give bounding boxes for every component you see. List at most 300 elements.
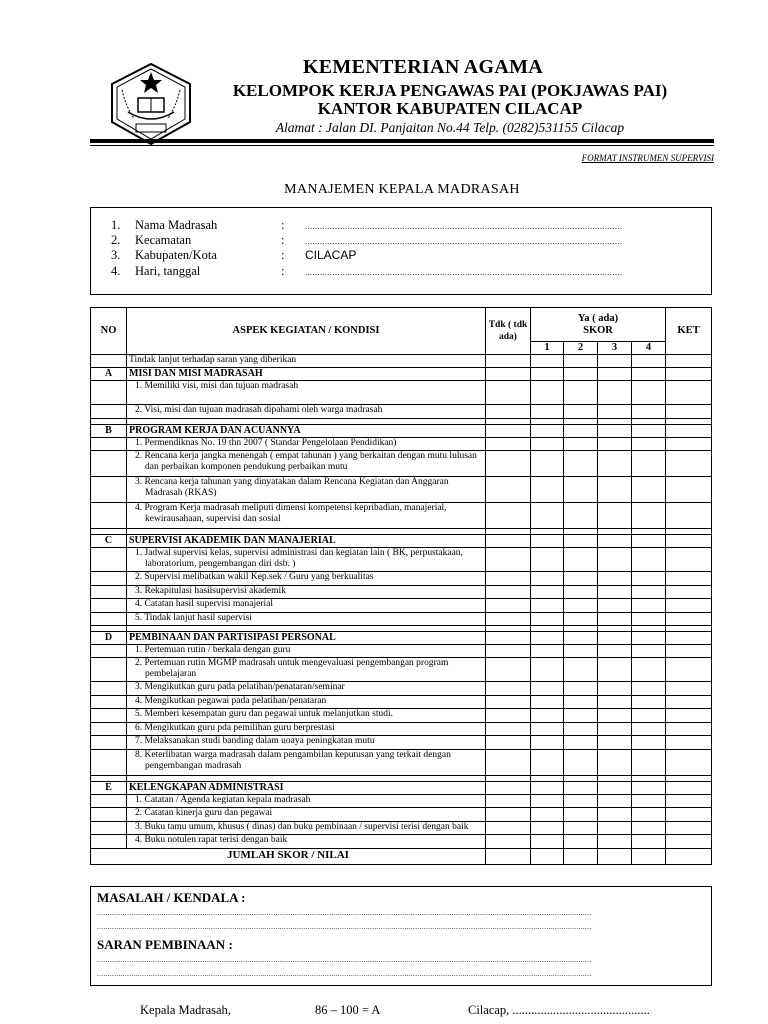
ket-cell[interactable] xyxy=(666,682,712,696)
score-cell[interactable] xyxy=(531,534,564,547)
table-row xyxy=(91,736,712,750)
score-cell[interactable] xyxy=(564,438,598,451)
identity-label: Hari, tanggal xyxy=(135,264,201,278)
score-cell[interactable] xyxy=(598,736,632,750)
header-score-4: 4 xyxy=(632,342,666,355)
ket-cell[interactable] xyxy=(666,808,712,822)
table-row xyxy=(91,722,712,736)
score-cell[interactable] xyxy=(486,547,531,572)
score-cell[interactable] xyxy=(531,476,564,502)
score-cell[interactable] xyxy=(531,749,564,775)
score-cell[interactable] xyxy=(564,572,598,586)
score-cell[interactable] xyxy=(632,709,666,723)
score-cell[interactable] xyxy=(531,736,564,750)
header-tdk: Tdk ( tdk ada) xyxy=(486,308,531,355)
score-cell[interactable] xyxy=(531,781,564,794)
score-cell[interactable] xyxy=(564,794,598,808)
score-cell[interactable] xyxy=(564,682,598,696)
score-cell[interactable] xyxy=(598,405,632,419)
table-row xyxy=(91,405,712,419)
table-row xyxy=(91,794,712,808)
table-row xyxy=(91,502,712,528)
score-cell[interactable] xyxy=(598,450,632,476)
score-cell[interactable] xyxy=(486,848,531,864)
score-cell[interactable] xyxy=(632,821,666,835)
ket-cell[interactable] xyxy=(666,425,712,438)
score-cell[interactable] xyxy=(598,722,632,736)
header-ya-skor xyxy=(531,308,666,342)
identity-fill-line[interactable]: ............................................................................................................................... xyxy=(305,237,623,246)
row-number: C xyxy=(91,534,127,547)
score-cell[interactable] xyxy=(632,794,666,808)
header-no: NO xyxy=(91,308,127,355)
ket-cell[interactable] xyxy=(666,632,712,645)
score-cell[interactable] xyxy=(598,438,632,451)
score-cell[interactable] xyxy=(564,657,598,682)
score-cell[interactable] xyxy=(531,794,564,808)
score-cell[interactable] xyxy=(598,695,632,709)
table-row xyxy=(91,835,712,849)
table-row xyxy=(91,657,712,682)
row-number xyxy=(91,547,127,572)
score-cell[interactable] xyxy=(531,502,564,528)
table-row xyxy=(91,821,712,835)
score-cell[interactable] xyxy=(486,572,531,586)
section-row xyxy=(91,534,712,547)
row-number xyxy=(91,612,127,626)
ket-cell[interactable] xyxy=(666,848,712,864)
table-row xyxy=(91,645,712,658)
identity-box xyxy=(90,207,712,295)
score-cell[interactable] xyxy=(632,695,666,709)
footer-place-date[interactable]: Cilacap, ............................................ xyxy=(468,1003,650,1017)
score-cell[interactable] xyxy=(531,367,564,380)
score-cell[interactable] xyxy=(598,585,632,599)
score-cell[interactable] xyxy=(632,722,666,736)
score-cell[interactable] xyxy=(632,405,666,419)
table-body xyxy=(91,355,712,865)
score-cell[interactable] xyxy=(564,781,598,794)
score-cell[interactable] xyxy=(486,632,531,645)
score-cell[interactable] xyxy=(486,821,531,835)
score-cell[interactable] xyxy=(598,425,632,438)
score-cell[interactable] xyxy=(632,749,666,775)
aspect-text: 3. Rekapitulasi hasilsupervisi akademik xyxy=(127,585,486,599)
header-score-2: 2 xyxy=(564,342,598,355)
score-cell[interactable] xyxy=(531,709,564,723)
score-cell[interactable] xyxy=(598,781,632,794)
ket-cell[interactable] xyxy=(666,367,712,380)
score-cell[interactable] xyxy=(531,835,564,849)
score-cell[interactable] xyxy=(486,794,531,808)
identity-fill-line[interactable]: ............................................................................................................................... xyxy=(305,268,623,277)
row-number xyxy=(91,821,127,835)
table-row xyxy=(91,380,712,405)
score-cell[interactable] xyxy=(564,695,598,709)
header-aspek: ASPEK KEGIATAN / KONDISI xyxy=(127,308,486,355)
score-cell[interactable] xyxy=(564,450,598,476)
ket-cell[interactable] xyxy=(666,835,712,849)
aspect-text: 1. Pertemuan rutin / berkala dengan guru xyxy=(127,645,486,658)
aspect-text: SUPERVISI AKADEMIK DAN MANAJERIAL xyxy=(127,534,486,547)
score-cell[interactable] xyxy=(486,450,531,476)
score-cell[interactable] xyxy=(531,438,564,451)
score-cell[interactable] xyxy=(564,632,598,645)
score-cell[interactable] xyxy=(486,695,531,709)
ket-cell[interactable] xyxy=(666,502,712,528)
row-number xyxy=(91,450,127,476)
table-row xyxy=(91,612,712,626)
score-cell[interactable] xyxy=(531,425,564,438)
score-cell[interactable] xyxy=(632,476,666,502)
score-cell[interactable] xyxy=(598,599,632,613)
saran-heading: SARAN PEMBINAAN : xyxy=(97,937,233,952)
score-cell[interactable] xyxy=(632,425,666,438)
score-cell[interactable] xyxy=(486,355,531,368)
score-cell[interactable] xyxy=(632,682,666,696)
score-cell[interactable] xyxy=(531,450,564,476)
table-row xyxy=(91,572,712,586)
score-cell[interactable] xyxy=(486,645,531,658)
score-cell[interactable] xyxy=(531,632,564,645)
score-cell[interactable] xyxy=(598,502,632,528)
identity-row xyxy=(91,218,711,234)
table-row xyxy=(91,585,712,599)
score-cell[interactable] xyxy=(564,835,598,849)
ket-cell[interactable] xyxy=(666,749,712,775)
score-cell[interactable] xyxy=(598,808,632,822)
score-cell[interactable] xyxy=(632,632,666,645)
format-label: FORMAT INSTRUMEN SUPERVISI xyxy=(581,153,714,163)
section-row xyxy=(91,367,712,380)
score-cell[interactable] xyxy=(632,781,666,794)
score-cell[interactable] xyxy=(564,722,598,736)
identity-fill-line[interactable]: ............................................................................................................................... xyxy=(305,222,623,231)
score-cell[interactable] xyxy=(632,534,666,547)
ket-cell[interactable] xyxy=(666,794,712,808)
row-number xyxy=(91,476,127,502)
aspect-text: 6. Mengikutkan guru pda pemilihan guru berprestasi xyxy=(127,722,486,736)
score-cell[interactable] xyxy=(531,645,564,658)
score-cell[interactable] xyxy=(564,534,598,547)
score-cell[interactable] xyxy=(598,547,632,572)
office-name: KANTOR KABUPATEN CILACAP xyxy=(317,99,583,118)
ket-cell[interactable] xyxy=(666,612,712,626)
score-cell[interactable] xyxy=(531,722,564,736)
ket-cell[interactable] xyxy=(666,781,712,794)
score-cell[interactable] xyxy=(598,572,632,586)
score-cell[interactable] xyxy=(531,405,564,419)
ket-cell[interactable] xyxy=(666,355,712,368)
total-label: JUMLAH SKOR / NILAI xyxy=(91,848,486,864)
letterhead-rule xyxy=(90,139,714,143)
score-cell[interactable] xyxy=(564,645,598,658)
header-ket: KET xyxy=(666,308,712,355)
row-number xyxy=(91,502,127,528)
table-row xyxy=(91,749,712,775)
identity-number: 1. xyxy=(111,218,121,232)
identity-label: Nama Madrasah xyxy=(135,218,218,232)
aspect-text: 4. Catatan hasil supervisi manajerial xyxy=(127,599,486,613)
score-cell[interactable] xyxy=(486,380,531,405)
score-cell[interactable] xyxy=(632,835,666,849)
score-cell[interactable] xyxy=(632,736,666,750)
office-address: Alamat : Jalan DI. Panjaitan No.44 Telp. (0282)531155 Cilacap xyxy=(275,120,625,135)
score-cell[interactable] xyxy=(486,476,531,502)
ket-cell[interactable] xyxy=(666,722,712,736)
identity-row xyxy=(91,233,711,249)
score-cell[interactable] xyxy=(598,821,632,835)
row-number xyxy=(91,749,127,775)
score-cell[interactable] xyxy=(531,682,564,696)
score-cell[interactable] xyxy=(531,612,564,626)
aspect-text: 4. Buku notulen rapat terisi dengan baik xyxy=(127,835,486,849)
aspect-text: KELENGKAPAN ADMINISTRASI xyxy=(127,781,486,794)
score-cell[interactable] xyxy=(564,821,598,835)
score-cell[interactable] xyxy=(564,808,598,822)
score-cell[interactable] xyxy=(564,749,598,775)
row-number xyxy=(91,709,127,723)
table-row xyxy=(91,476,712,502)
header-ya: Ya ( ada) xyxy=(577,312,619,324)
score-cell[interactable] xyxy=(486,502,531,528)
ket-cell[interactable] xyxy=(666,821,712,835)
identity-label: Kabupaten/Kota xyxy=(135,248,217,262)
score-cell[interactable] xyxy=(486,709,531,723)
score-cell[interactable] xyxy=(598,367,632,380)
table-row xyxy=(91,355,712,368)
aspect-text: 2. Rencana kerja jangka menengah ( empat tahunan ) yang berkaitan dengan mutu lulusan dan perbaikan komponen pendukung perbaikan mutu xyxy=(127,450,486,476)
row-number xyxy=(91,355,127,368)
score-cell[interactable] xyxy=(632,380,666,405)
score-cell[interactable] xyxy=(486,835,531,849)
score-cell[interactable] xyxy=(598,835,632,849)
score-cell[interactable] xyxy=(564,547,598,572)
table-row xyxy=(91,709,712,723)
footer-grade-scale: 86 – 100 = A xyxy=(315,1003,381,1017)
score-cell[interactable] xyxy=(486,534,531,547)
score-cell[interactable] xyxy=(531,848,564,864)
table-row xyxy=(91,599,712,613)
aspect-text: 2. Visi, misi dan tujuan madrasah dipahami oleh warga madrasah xyxy=(127,405,486,419)
aspect-text: Tindak lanjut terhadap saran yang diberikan xyxy=(127,355,486,368)
aspect-text: 3. Mengikutkan guru pada pelatihan/penataran/seminar xyxy=(127,682,486,696)
table-row xyxy=(91,808,712,822)
score-cell[interactable] xyxy=(632,367,666,380)
masalah-line[interactable]: ...................................................................................................................................................................................................................................... xyxy=(97,909,592,917)
identity-number: 3. xyxy=(111,248,121,262)
ket-cell[interactable] xyxy=(666,572,712,586)
aspect-text: 3. Rencana kerja tahunan yang dinyatakan dalam Rencana Kegiatan dan Anggaran Madrasah (RKAS) xyxy=(127,476,486,502)
score-cell[interactable] xyxy=(598,632,632,645)
score-cell[interactable] xyxy=(598,794,632,808)
score-cell[interactable] xyxy=(598,682,632,696)
aspect-text: MISI DAN MISI MADRASAH xyxy=(127,367,486,380)
score-cell[interactable] xyxy=(486,612,531,626)
score-cell[interactable] xyxy=(486,722,531,736)
ket-cell[interactable] xyxy=(666,380,712,405)
score-cell[interactable] xyxy=(486,599,531,613)
score-cell[interactable] xyxy=(564,612,598,626)
section-row xyxy=(91,781,712,794)
ket-cell[interactable] xyxy=(666,645,712,658)
score-cell[interactable] xyxy=(531,380,564,405)
row-number xyxy=(91,438,127,451)
ket-cell[interactable] xyxy=(666,405,712,419)
score-cell[interactable] xyxy=(632,502,666,528)
row-number xyxy=(91,645,127,658)
aspect-text: 1. Memiliki visi, misi dan tujuan madrasah xyxy=(127,380,486,405)
header-score-1: 1 xyxy=(531,342,564,355)
score-cell[interactable] xyxy=(531,657,564,682)
score-cell[interactable] xyxy=(486,808,531,822)
score-cell[interactable] xyxy=(486,781,531,794)
aspect-text: 8. Keterlibatan warga madrasah dalam pengambilan keputusan yang terkait dengan pengembangan madrasah xyxy=(127,749,486,775)
ket-cell[interactable] xyxy=(666,438,712,451)
aspect-text: 5. Memberi kesempatan guru dan pegawai untuk melanjutkan studi. xyxy=(127,709,486,723)
score-cell[interactable] xyxy=(564,502,598,528)
score-cell[interactable] xyxy=(564,425,598,438)
score-cell[interactable] xyxy=(598,657,632,682)
score-cell[interactable] xyxy=(632,547,666,572)
score-cell[interactable] xyxy=(598,534,632,547)
ket-cell[interactable] xyxy=(666,547,712,572)
score-cell[interactable] xyxy=(486,585,531,599)
score-cell[interactable] xyxy=(486,682,531,696)
score-cell[interactable] xyxy=(564,405,598,419)
row-number xyxy=(91,657,127,682)
score-cell[interactable] xyxy=(598,645,632,658)
score-cell[interactable] xyxy=(632,585,666,599)
score-cell[interactable] xyxy=(598,709,632,723)
score-cell[interactable] xyxy=(486,425,531,438)
score-cell[interactable] xyxy=(632,572,666,586)
identity-row xyxy=(91,248,711,264)
score-cell[interactable] xyxy=(531,547,564,572)
score-cell[interactable] xyxy=(486,367,531,380)
score-cell[interactable] xyxy=(564,585,598,599)
score-cell[interactable] xyxy=(564,380,598,405)
table-row xyxy=(91,682,712,696)
table-row xyxy=(91,438,712,451)
score-cell[interactable] xyxy=(486,405,531,419)
score-cell[interactable] xyxy=(632,599,666,613)
score-cell[interactable] xyxy=(632,848,666,864)
ket-cell[interactable] xyxy=(666,736,712,750)
score-cell[interactable] xyxy=(564,476,598,502)
working-group-name: KELOMPOK KERJA PENGAWAS PAI (POKJAWAS PAI) xyxy=(232,81,668,100)
identity-row xyxy=(91,264,711,280)
aspect-text: PEMBINAAN DAN PARTISIPASI PERSONAL xyxy=(127,632,486,645)
score-cell[interactable] xyxy=(598,749,632,775)
score-cell[interactable] xyxy=(486,438,531,451)
header-score-3: 3 xyxy=(598,342,632,355)
score-cell[interactable] xyxy=(598,612,632,626)
score-cell[interactable] xyxy=(632,808,666,822)
ministry-name: KEMENTERIAN AGAMA xyxy=(302,56,544,78)
identity-colon: : xyxy=(281,218,285,232)
score-cell[interactable] xyxy=(564,848,598,864)
ket-cell[interactable] xyxy=(666,585,712,599)
document-title: MANAJEMEN KEPALA MADRASAH xyxy=(284,182,520,197)
score-cell[interactable] xyxy=(486,736,531,750)
identity-value: CILACAP xyxy=(305,248,357,262)
score-cell[interactable] xyxy=(564,367,598,380)
score-cell[interactable] xyxy=(564,355,598,368)
score-cell[interactable] xyxy=(632,438,666,451)
supervision-table xyxy=(90,307,712,865)
row-number: B xyxy=(91,425,127,438)
ket-cell[interactable] xyxy=(666,657,712,682)
kemenag-emblem-icon xyxy=(108,62,194,146)
row-number xyxy=(91,736,127,750)
score-cell[interactable] xyxy=(598,476,632,502)
ket-cell[interactable] xyxy=(666,695,712,709)
ket-cell[interactable] xyxy=(666,534,712,547)
aspect-text: 5. Tindak lanjut hasil supervisi xyxy=(127,612,486,626)
aspect-text: 1. Permendiknas No. 19 thn 2007 ( Standar Pengelolaan Pendidikan) xyxy=(127,438,486,451)
score-cell[interactable] xyxy=(598,380,632,405)
score-cell[interactable] xyxy=(632,450,666,476)
masalah-heading: MASALAH / KENDALA : xyxy=(97,890,246,905)
aspect-text: 7. Melaksanakan studi banding dalam uoaya peningkatan mutu xyxy=(127,736,486,750)
row-number xyxy=(91,380,127,405)
score-cell[interactable] xyxy=(632,657,666,682)
score-cell[interactable] xyxy=(564,599,598,613)
score-cell[interactable] xyxy=(531,808,564,822)
saran-line[interactable]: ...................................................................................................................................................................................................................................... xyxy=(97,970,592,978)
section-row xyxy=(91,425,712,438)
aspect-text: 2. Catatan kinerja guru dan pegawai xyxy=(127,808,486,822)
aspect-text: 2. Pertemuan rutin MGMP madrasah untuk mengevaluasi pengembangan program pembelajaran xyxy=(127,657,486,682)
row-number xyxy=(91,599,127,613)
ket-cell[interactable] xyxy=(666,599,712,613)
section-row xyxy=(91,632,712,645)
score-cell[interactable] xyxy=(486,657,531,682)
score-cell[interactable] xyxy=(598,848,632,864)
saran-line[interactable]: ...................................................................................................................................................................................................................................... xyxy=(97,956,592,964)
score-cell[interactable] xyxy=(531,572,564,586)
score-cell[interactable] xyxy=(632,612,666,626)
identity-colon: : xyxy=(281,233,285,247)
total-row xyxy=(91,848,712,864)
aspect-text: 4. Mengikutkan pegawai pada pelatihan/penataran xyxy=(127,695,486,709)
score-cell[interactable] xyxy=(632,355,666,368)
score-cell[interactable] xyxy=(531,585,564,599)
score-cell[interactable] xyxy=(531,355,564,368)
score-cell[interactable] xyxy=(531,695,564,709)
score-cell[interactable] xyxy=(598,355,632,368)
score-cell[interactable] xyxy=(564,736,598,750)
aspect-text: 4. Program Kerja madrasah meliputi dimensi kompetensi kepribadian, manajerial, kewirausahaan, supervisi dan sosial xyxy=(127,502,486,528)
row-number xyxy=(91,722,127,736)
ket-cell[interactable] xyxy=(666,476,712,502)
score-cell[interactable] xyxy=(564,709,598,723)
identity-colon: : xyxy=(281,248,285,262)
score-cell[interactable] xyxy=(531,821,564,835)
score-cell[interactable] xyxy=(486,749,531,775)
row-number xyxy=(91,405,127,419)
identity-number: 2. xyxy=(111,233,121,247)
identity-label: Kecamatan xyxy=(135,233,192,247)
row-number: D xyxy=(91,632,127,645)
masalah-line[interactable]: ...................................................................................................................................................................................................................................... xyxy=(97,923,592,931)
ket-cell[interactable] xyxy=(666,709,712,723)
score-cell[interactable] xyxy=(632,645,666,658)
score-cell[interactable] xyxy=(531,599,564,613)
ket-cell[interactable] xyxy=(666,450,712,476)
letterhead xyxy=(0,0,768,150)
